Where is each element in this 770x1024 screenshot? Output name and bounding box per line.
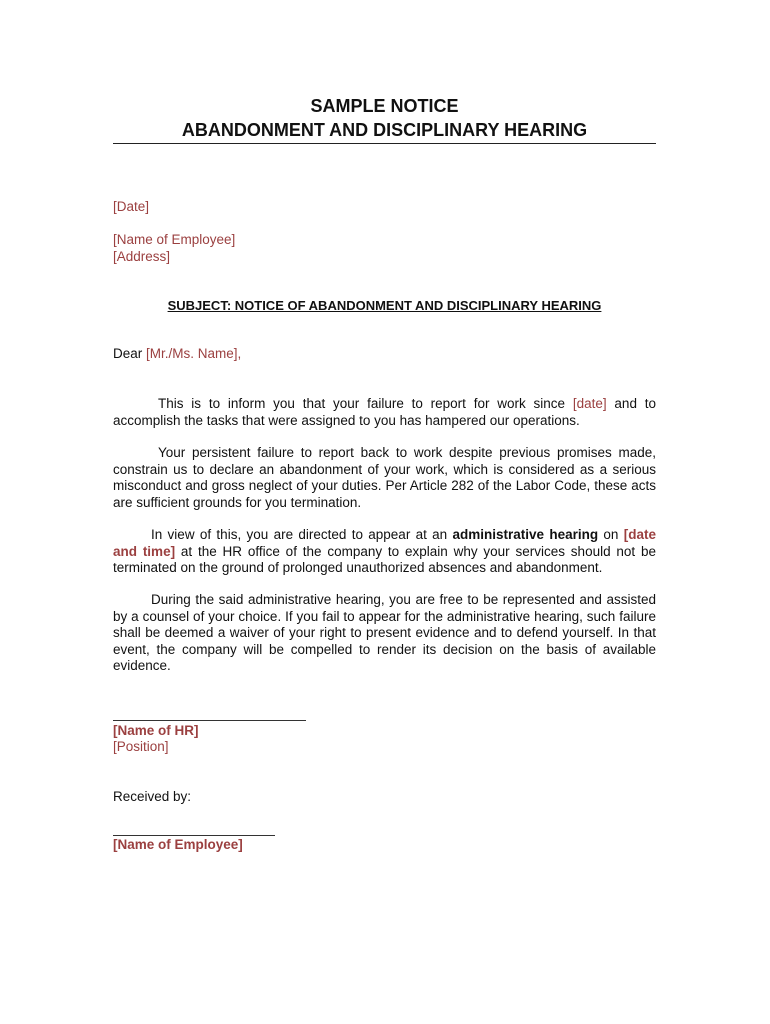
paragraph-4-text: During the said administrative hearing, you are free to be represented and assisted by a counsel of your choice. If you fail to appear for the administrative hearing, such failure shall be deemed a waiver of your right to present evidence and to defend yourself. In that event, the company will be compelled to render its decision on the basis of available evidence. xyxy=(113,592,656,673)
employee-name-placeholder: [Name of Employee] xyxy=(113,232,236,247)
paragraph-3-text-after: at the HR office of the company to explain why your services should not be terminated on the ground of prolonged unauthorized absences and abandonment. xyxy=(113,543,656,575)
document-title xyxy=(113,94,656,144)
subject-line xyxy=(113,298,656,314)
address-placeholder: [Address] xyxy=(113,249,171,264)
paragraph-2-text: Your persistent failure to report back to work despite previous promises made, constrain us to declare an abandonment of your work, which is considered as a serious misconduct and gross neglect of your duties. Per Article 282 of the Labor Code, these acts are sufficient grounds for you termination. xyxy=(113,445,656,510)
paragraph-2 xyxy=(113,445,656,511)
salutation xyxy=(113,346,241,363)
subject-text: SUBJECT: NOTICE OF ABANDONMENT AND DISCIPLINARY HEARING xyxy=(167,298,602,313)
paragraph-3-text-before: In view of this, you are directed to appear at an xyxy=(151,527,453,542)
document-page xyxy=(113,0,656,1024)
paragraph-1 xyxy=(113,396,656,429)
paragraph-4 xyxy=(113,592,656,675)
title-line-2: ABANDONMENT AND DISCIPLINARY HEARING xyxy=(181,120,588,140)
salutation-name: [Mr./Ms. Name], xyxy=(146,346,242,361)
paragraph-3 xyxy=(113,527,656,577)
paragraph-3-emphasis: administrative hearing xyxy=(452,527,599,542)
title-line-1: SAMPLE NOTICE xyxy=(310,96,459,116)
hr-signature-line xyxy=(113,720,306,721)
paragraph-1-date-placeholder: [date] xyxy=(572,396,607,411)
hr-name-placeholder: [Name of HR] xyxy=(113,723,199,738)
paragraph-1-text-after: and to accomplish the tasks that were assigned to you has hampered our operations. xyxy=(113,396,656,428)
date-placeholder: [Date] xyxy=(113,199,150,214)
salutation-prefix: Dear xyxy=(113,346,147,361)
employee-signature-line xyxy=(113,835,275,836)
paragraph-1-text-before: This is to inform you that your failure to report for work since xyxy=(158,396,573,411)
received-by-label: Received by: xyxy=(113,789,192,804)
paragraph-3-text-middle: on xyxy=(598,527,624,542)
hr-position-placeholder: [Position] xyxy=(113,739,169,754)
paragraph-3-date-time-placeholder: [date and time] xyxy=(113,527,656,559)
received-employee-name-placeholder: [Name of Employee] xyxy=(113,837,243,852)
